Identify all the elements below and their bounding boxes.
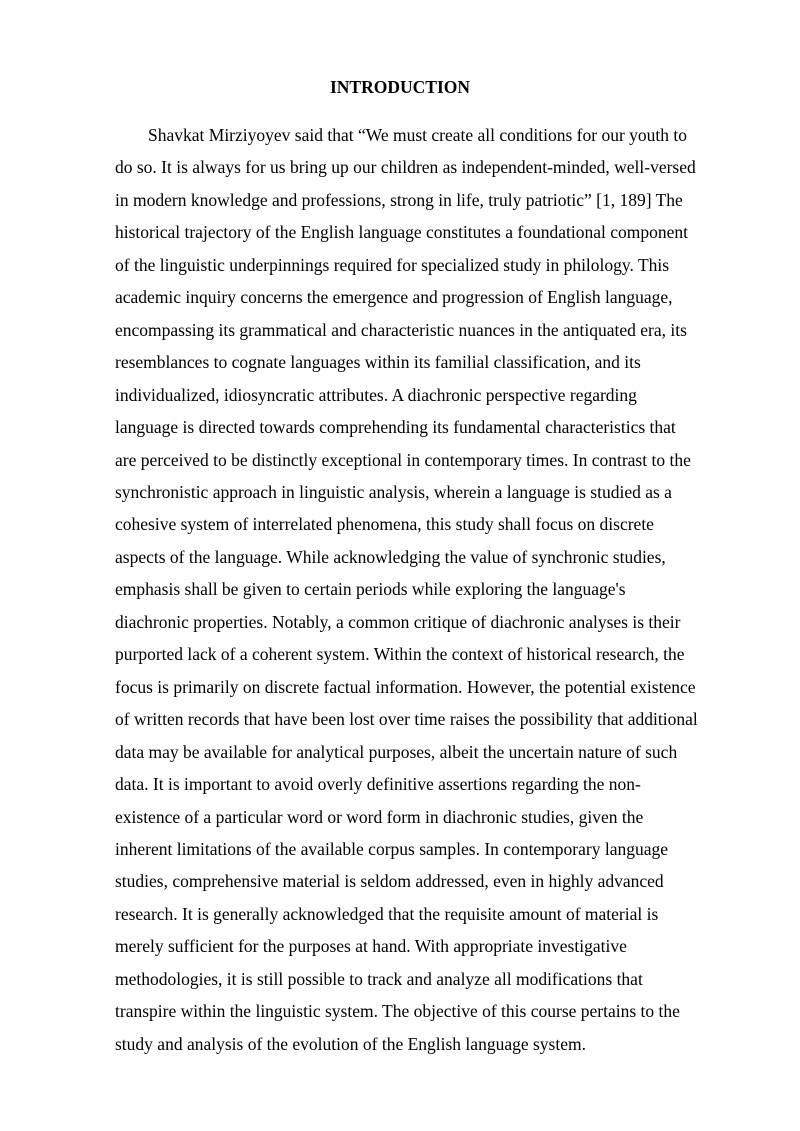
- paragraph-line: language is directed towards comprehending its fundamental characteristics that: [115, 417, 676, 438]
- paragraph-line: are perceived to be distinctly exceptional in contemporary times. In contrast to the: [115, 449, 691, 470]
- paragraph-line: focus is primarily on discrete factual information. However, the potential existence: [115, 676, 696, 697]
- paragraph-line: synchronistic approach in linguistic analysis, wherein a language is studied as a: [115, 481, 672, 502]
- paragraph-line: emphasis shall be given to certain periods while exploring the language's: [115, 579, 626, 600]
- paragraph-line: data. It is important to avoid overly definitive assertions regarding the non-: [115, 774, 641, 795]
- paragraph-line: historical trajectory of the English language constitutes a foundational component: [115, 222, 688, 243]
- paragraph-line: study and analysis of the evolution of the English language system.: [115, 1033, 586, 1054]
- paragraph-line: existence of a particular word or word form in diachronic studies, given the: [115, 806, 644, 827]
- paragraph-line: individualized, idiosyncratic attributes. A diachronic perspective regarding: [115, 384, 637, 405]
- paragraph-line: research. It is generally acknowledged that the requisite amount of material is: [115, 903, 659, 924]
- paragraph-line: methodologies, it is still possible to track and analyze all modifications that: [115, 968, 643, 989]
- paragraph-line: do so. It is always for us bring up our children as independent-minded, well-versed: [115, 157, 696, 178]
- paragraph-line: of written records that have been lost over time raises the possibility that additional: [115, 709, 698, 730]
- section-title: INTRODUCTION: [329, 77, 471, 97]
- introduction-paragraph: [115, 119, 745, 1060]
- paragraph-line: academic inquiry concerns the emergence and progression of English language,: [115, 287, 673, 308]
- paragraph-line: encompassing its grammatical and characteristic nuances in the antiquated era, its: [115, 319, 687, 340]
- paragraph-line: of the linguistic underpinnings required for specialized study in philology. This: [115, 254, 670, 275]
- paragraph-line: in modern knowledge and professions, strong in life, truly patriotic” [1, 189] The: [115, 189, 683, 210]
- paragraph-line: diachronic properties. Notably, a common critique of diachronic analyses is their: [115, 611, 681, 632]
- paragraph-line: aspects of the language. While acknowledging the value of synchronic studies,: [115, 546, 666, 567]
- paragraph-line: data may be available for analytical purposes, albeit the uncertain nature of such: [115, 741, 678, 762]
- paragraph-line: studies, comprehensive material is seldom addressed, even in highly advanced: [115, 871, 664, 892]
- paragraph-line: resemblances to cognate languages within its familial classification, and its: [115, 352, 641, 373]
- paragraph-line: purported lack of a coherent system. Within the context of historical research, the: [115, 644, 685, 665]
- paragraph-line: inherent limitations of the available corpus samples. In contemporary language: [115, 838, 669, 859]
- paragraph-line: Shavkat Mirziyoyev said that “We must create all conditions for our youth to: [148, 125, 688, 145]
- paragraph-line: merely sufficient for the purposes at hand. With appropriate investigative: [115, 936, 627, 957]
- paragraph-line: transpire within the linguistic system. The objective of this course pertains to the: [115, 1001, 680, 1022]
- paragraph-line: cohesive system of interrelated phenomena, this study shall focus on discrete: [115, 514, 654, 535]
